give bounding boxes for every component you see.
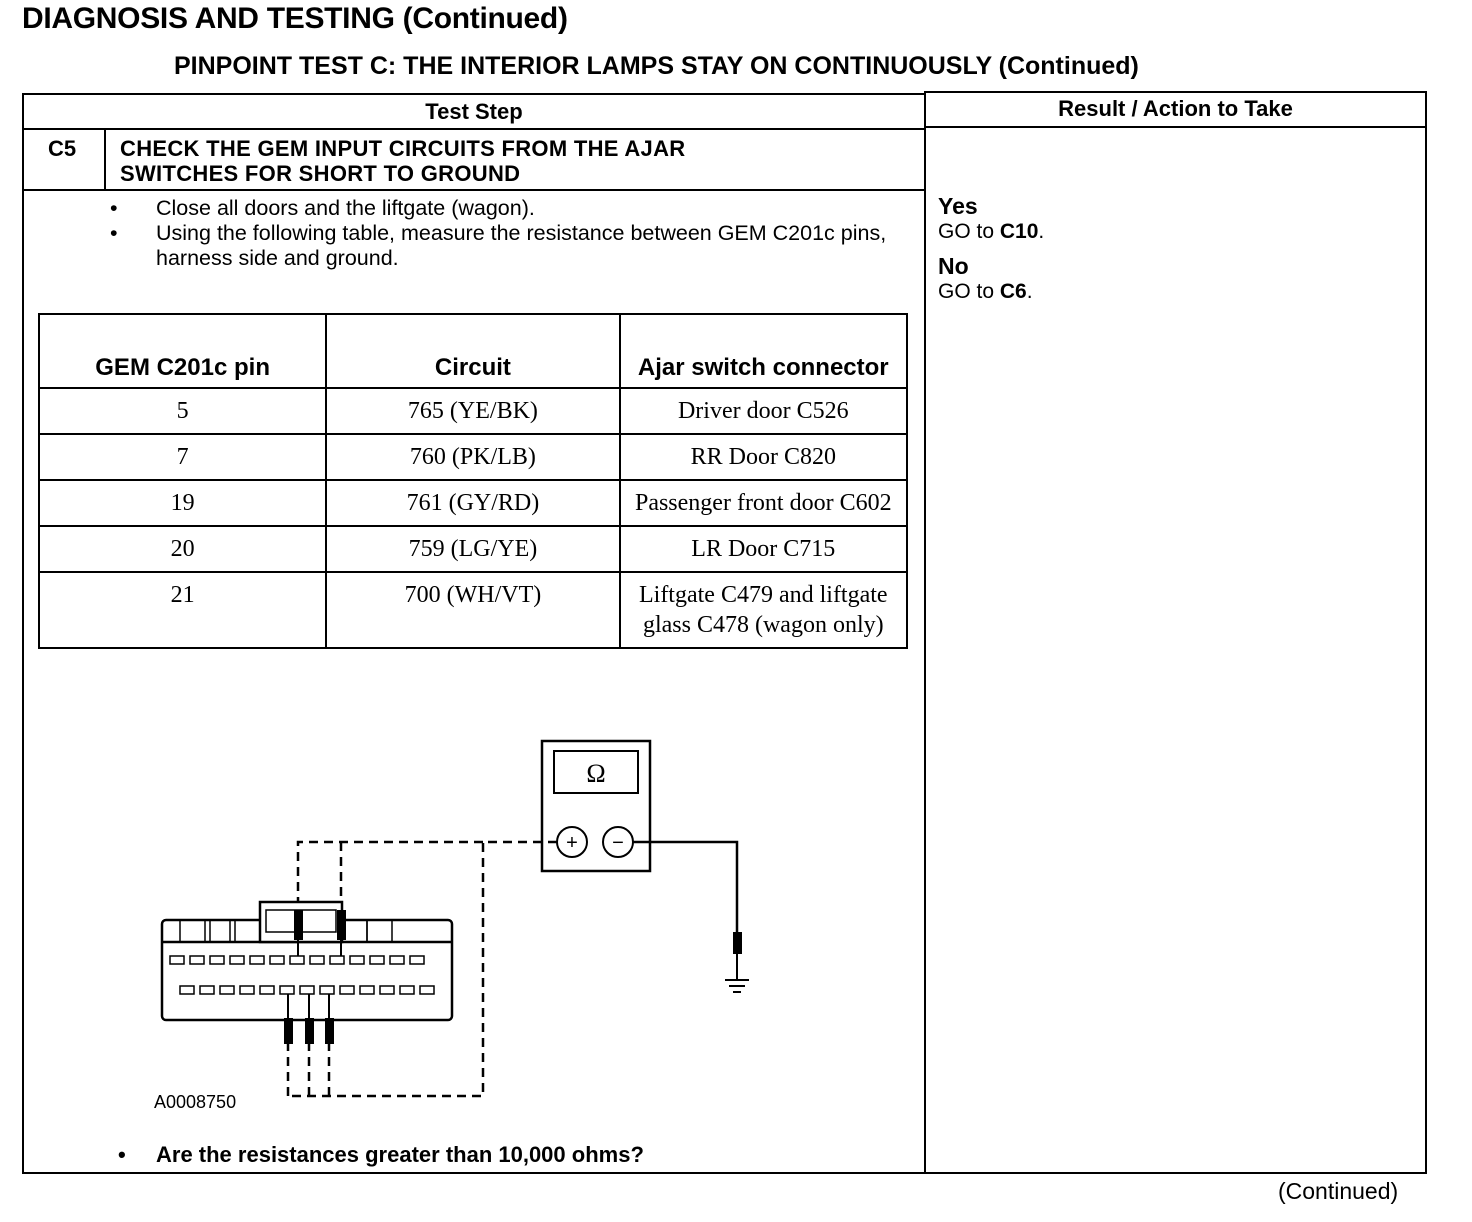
table-row — [39, 526, 907, 572]
header-rule-left — [22, 128, 926, 130]
bullet-icon: • — [118, 1142, 126, 1167]
pin-cell: 5 — [39, 388, 326, 434]
bullet-icon: • — [110, 196, 118, 220]
bullet-icon: • — [110, 221, 118, 245]
ohm-symbol: Ω — [586, 759, 606, 788]
pin-cell: 7 — [39, 434, 326, 480]
period: . — [1026, 280, 1033, 303]
test-step-column-header: Test Step — [425, 99, 523, 124]
connector-cell: Passenger front door C602 — [620, 480, 907, 526]
table-row — [39, 434, 907, 480]
connector-cell: Driver door C526 — [620, 388, 907, 434]
connector-cell: Liftgate C479 and liftgate glass C478 (wagon only) — [620, 572, 907, 648]
result-yes-prefix: GO to — [938, 220, 1000, 243]
circuit-cell: 700 (WH/VT) — [326, 572, 619, 648]
result-yes-action — [938, 219, 1044, 244]
gem-connector-icon — [162, 902, 452, 1020]
step-instructions — [110, 196, 900, 271]
step-title-line-2: SWITCHES FOR SHORT TO GROUND — [120, 161, 521, 186]
pin-table-header-row — [39, 314, 907, 388]
frame-bottom — [22, 1172, 1427, 1174]
table-row — [39, 388, 907, 434]
circuit-cell: 759 (LG/YE) — [326, 526, 619, 572]
header-rule-right — [924, 126, 1427, 128]
continued-note: (Continued) — [1278, 1178, 1399, 1204]
step-id-divider — [104, 128, 106, 190]
result-no-action — [938, 279, 1033, 304]
plus-symbol: + — [566, 832, 578, 854]
instruction-item — [110, 196, 900, 221]
pin-cell: 21 — [39, 572, 326, 648]
pin-cell: 19 — [39, 480, 326, 526]
frame-right — [1425, 91, 1427, 1174]
circuit-cell: 760 (PK/LB) — [326, 434, 619, 480]
pin-cell: 20 — [39, 526, 326, 572]
result-column-header: Result / Action to Take — [1058, 96, 1293, 121]
frame-divider — [924, 91, 926, 1174]
connector-cell: RR Door C820 — [620, 434, 907, 480]
circuit-cell: 765 (YE/BK) — [326, 388, 619, 434]
result-yes-label: Yes — [938, 193, 978, 219]
circuit-column-header: Circuit — [326, 314, 619, 388]
step-question — [118, 1142, 644, 1168]
instruction-item — [110, 221, 900, 271]
instruction-text: Close all doors and the liftgate (wagon). — [156, 196, 535, 220]
connector-cell: LR Door C715 — [620, 526, 907, 572]
period: . — [1038, 220, 1045, 243]
frame-top-right — [924, 91, 1427, 93]
step-id: C5 — [48, 136, 77, 161]
result-no-target: C6 — [999, 280, 1027, 303]
step-title-line-1: CHECK THE GEM INPUT CIRCUITS FROM THE AJAR — [120, 136, 686, 161]
result-yes — [938, 194, 1044, 244]
result-yes-target: C10 — [999, 220, 1039, 243]
frame-top-left — [22, 93, 926, 95]
pin-column-header: GEM C201c pin — [39, 314, 326, 388]
connector-column-header: Ajar switch connector — [620, 314, 907, 388]
result-no-prefix: GO to — [938, 280, 1000, 303]
pin-table — [38, 313, 908, 649]
table-row — [39, 572, 907, 648]
result-no — [938, 254, 1033, 304]
figure-label: A0008750 — [154, 1092, 237, 1112]
frame-left — [22, 93, 24, 1174]
question-text: Are the resistances greater than 10,000 ohms? — [156, 1142, 644, 1167]
step-title-rule — [22, 189, 926, 191]
ohmmeter-test-diagram — [140, 730, 780, 1110]
page-title: DIAGNOSIS AND TESTING (Continued) — [22, 2, 568, 35]
ground-probe-icon — [733, 932, 742, 954]
circuit-cell: 761 (GY/RD) — [326, 480, 619, 526]
ground-symbol-icon — [725, 980, 749, 992]
instruction-text: Using the following table, measure the resistance between GEM C201c pins, harness side and ground. — [156, 221, 887, 270]
minus-symbol: − — [612, 832, 624, 854]
result-no-label: No — [938, 253, 969, 279]
step-title — [120, 136, 685, 186]
pinpoint-test-title: PINPOINT TEST C: THE INTERIOR LAMPS STAY ON CONTINUOUSLY (Continued) — [174, 52, 1139, 80]
table-row — [39, 480, 907, 526]
